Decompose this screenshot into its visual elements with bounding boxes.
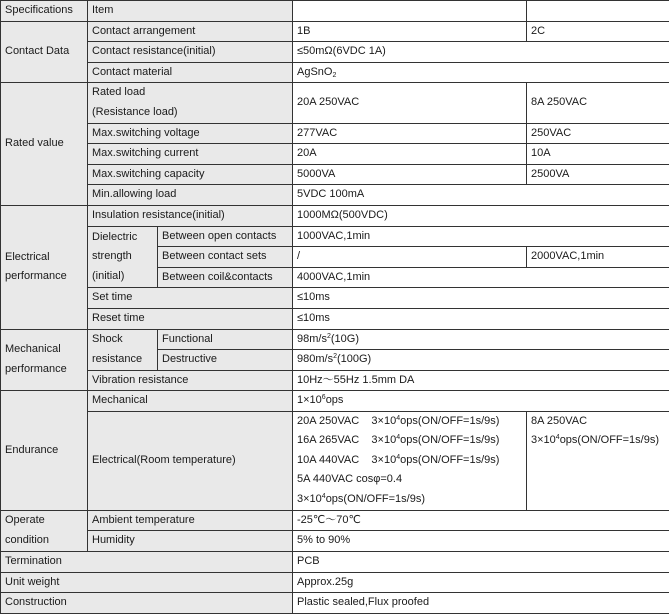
unit-weight-label: Unit weight — [1, 572, 293, 593]
elec-1b-line5-base: 3×10 — [297, 493, 322, 505]
coil-contacts-label: Between coil&contacts — [158, 267, 293, 288]
section-electrical-line1: Electrical — [5, 248, 87, 268]
elec-endurance-2c-line2 — [531, 431, 669, 450]
header-blank-2c — [527, 1, 669, 22]
section-endurance: Endurance — [1, 391, 88, 511]
item-header: Item — [88, 1, 293, 22]
section-mechanical-line1: Mechanical — [5, 340, 87, 360]
contact-material-base: AgSnO — [297, 66, 332, 78]
rated-load-label-line1: Rated load — [92, 83, 292, 103]
min-allowing-load-value: 5VDC 100mA — [293, 185, 669, 206]
termination-label: Termination — [1, 552, 293, 573]
contact-sets-label: Between contact sets — [158, 247, 293, 268]
section-rated-value: Rated value — [1, 83, 88, 206]
elec-1b-line2-sup: 4 — [396, 434, 400, 441]
dielectric-label-line1: Dielectric — [92, 228, 157, 248]
section-electrical-line2: performance — [5, 267, 87, 287]
shock-functional-label: Functional — [158, 329, 293, 350]
shock-label-line1: Shock — [92, 330, 157, 350]
shock-functional-value — [293, 329, 669, 350]
contact-sets-2c: 2000VAC,1min — [527, 247, 669, 268]
elec-endurance-1b-line2 — [297, 431, 526, 450]
shock-destructive-value — [293, 350, 669, 371]
section-mechanical-performance — [1, 329, 88, 391]
shock-functional-base: 98m/s — [297, 333, 327, 345]
shock-destructive-sup: 2 — [333, 353, 337, 360]
mech-endurance-sup: 6 — [322, 394, 326, 401]
max-switching-capacity-label: Max.switching capacity — [88, 164, 293, 185]
elec-1b-line1-sup: 4 — [396, 415, 400, 422]
contact-arrangement-label: Contact arrangement — [88, 21, 293, 42]
ambient-temperature-value: -25℃～70℃ — [293, 510, 669, 531]
electrical-endurance-label: Electrical(Room temperature) — [88, 411, 293, 510]
contact-resistance-label: Contact resistance(initial) — [88, 42, 293, 63]
max-switching-voltage-2c: 250VAC — [527, 123, 669, 144]
reset-time-label: Reset time — [88, 308, 293, 329]
coil-contacts-value: 4000VAC,1min — [293, 267, 669, 288]
section-operate-line2: condition — [5, 531, 87, 551]
elec-1b-line3-load: 10A 440VAC — [297, 454, 359, 466]
set-time-label: Set time — [88, 288, 293, 309]
elec-endurance-2c-line1: 8A 250VAC — [531, 412, 669, 431]
humidity-label: Humidity — [88, 531, 293, 552]
unit-weight-value: Approx.25g — [293, 572, 669, 593]
dielectric-label-line3: (initial) — [92, 267, 157, 287]
contact-material-label: Contact material — [88, 62, 293, 83]
elec-2c-line2-sup: 4 — [556, 434, 560, 441]
rated-load-2c: 8A 250VAC — [527, 83, 669, 123]
min-allowing-load-label: Min.allowing load — [88, 185, 293, 206]
elec-1b-line2-load: 16A 265VAC — [297, 434, 359, 446]
section-contact-data: Contact Data — [1, 21, 88, 83]
max-switching-current-label: Max.switching current — [88, 144, 293, 165]
ambient-temperature-label: Ambient temperature — [88, 510, 293, 531]
elec-2c-line2-base: 3×10 — [531, 434, 556, 446]
elec-1b-line5-sup: 4 — [322, 493, 326, 500]
shock-functional-sup: 2 — [327, 333, 331, 340]
elec-1b-line5-tail: ops(ON/OFF=1s/9s) — [326, 493, 425, 505]
shock-resistance-label — [88, 329, 158, 370]
mechanical-endurance-value — [293, 391, 669, 412]
section-mechanical-line2: performance — [5, 360, 87, 380]
vibration-resistance-label: Vibration resistance — [88, 370, 293, 391]
contact-material-subscript: 2 — [332, 72, 336, 79]
elec-1b-line3-base: 3×10 — [371, 454, 396, 466]
humidity-value: 5% to 90% — [293, 531, 669, 552]
specifications-header: Specifications — [1, 1, 88, 22]
dielectric-label-line2: strength — [92, 247, 157, 267]
elec-2c-line2-tail: ops(ON/OFF=1s/9s) — [560, 434, 659, 446]
electrical-endurance-2c — [527, 411, 669, 510]
contact-arrangement-2c: 2C — [527, 21, 669, 42]
insulation-resistance-label: Insulation resistance(initial) — [88, 205, 293, 226]
dielectric-strength-label — [88, 226, 158, 288]
open-contacts-label: Between open contacts — [158, 226, 293, 247]
construction-label: Construction — [1, 593, 293, 614]
section-operate-condition — [1, 510, 88, 551]
contact-material-value — [293, 62, 669, 83]
termination-value: PCB — [293, 552, 669, 573]
elec-1b-line3-sup: 4 — [396, 454, 400, 461]
elec-1b-line1-tail: ops(ON/OFF=1s/9s) — [400, 415, 499, 427]
elec-endurance-1b-line5 — [297, 490, 526, 509]
open-contacts-value: 1000VAC,1min — [293, 226, 669, 247]
rated-load-1b: 20A 250VAC — [293, 83, 527, 123]
contact-arrangement-1b: 1B — [293, 21, 527, 42]
elec-1b-line1-load: 20A 250VAC — [297, 415, 359, 427]
header-blank-1b — [293, 1, 527, 22]
construction-value: Plastic sealed,Flux proofed — [293, 593, 669, 614]
rated-load-label-line2: (Resistance load) — [92, 103, 292, 123]
shock-functional-tail: (10G) — [331, 333, 359, 345]
rated-load-label — [88, 83, 293, 123]
mech-endurance-base: 1×10 — [297, 394, 322, 406]
insulation-resistance-value: 1000MΩ(500VDC) — [293, 205, 669, 226]
elec-endurance-1b-line4: 5A 440VAC cosφ=0.4 — [297, 470, 526, 489]
vibration-resistance-value: 10Hz～55Hz 1.5mm DA — [293, 370, 669, 391]
max-switching-voltage-1b: 277VAC — [293, 123, 527, 144]
shock-destructive-base: 980m/s — [297, 353, 333, 365]
elec-endurance-1b-line3 — [297, 451, 526, 470]
max-switching-voltage-label: Max.switching voltage — [88, 123, 293, 144]
mechanical-endurance-label: Mechanical — [88, 391, 293, 412]
electrical-endurance-1b — [293, 411, 527, 510]
max-switching-current-1b: 20A — [293, 144, 527, 165]
shock-destructive-label: Destructive — [158, 350, 293, 371]
mech-endurance-tail: ops — [326, 394, 344, 406]
elec-1b-line3-tail: ops(ON/OFF=1s/9s) — [400, 454, 499, 466]
contact-resistance-value: ≤50mΩ(6VDC 1A) — [293, 42, 669, 63]
max-switching-current-2c: 10A — [527, 144, 669, 165]
elec-1b-line1-base: 3×10 — [371, 415, 396, 427]
contact-sets-1b: / — [293, 247, 527, 268]
elec-1b-line2-tail: ops(ON/OFF=1s/9s) — [400, 434, 499, 446]
set-time-value: ≤10ms — [293, 288, 669, 309]
shock-label-line2: resistance — [92, 350, 157, 370]
elec-1b-line2-base: 3×10 — [371, 434, 396, 446]
section-electrical-performance — [1, 205, 88, 329]
section-operate-line1: Operate — [5, 511, 87, 531]
shock-destructive-tail: (100G) — [337, 353, 371, 365]
elec-endurance-1b-line1 — [297, 412, 526, 431]
reset-time-value: ≤10ms — [293, 308, 669, 329]
max-switching-capacity-2c: 2500VA — [527, 164, 669, 185]
max-switching-capacity-1b: 5000VA — [293, 164, 527, 185]
